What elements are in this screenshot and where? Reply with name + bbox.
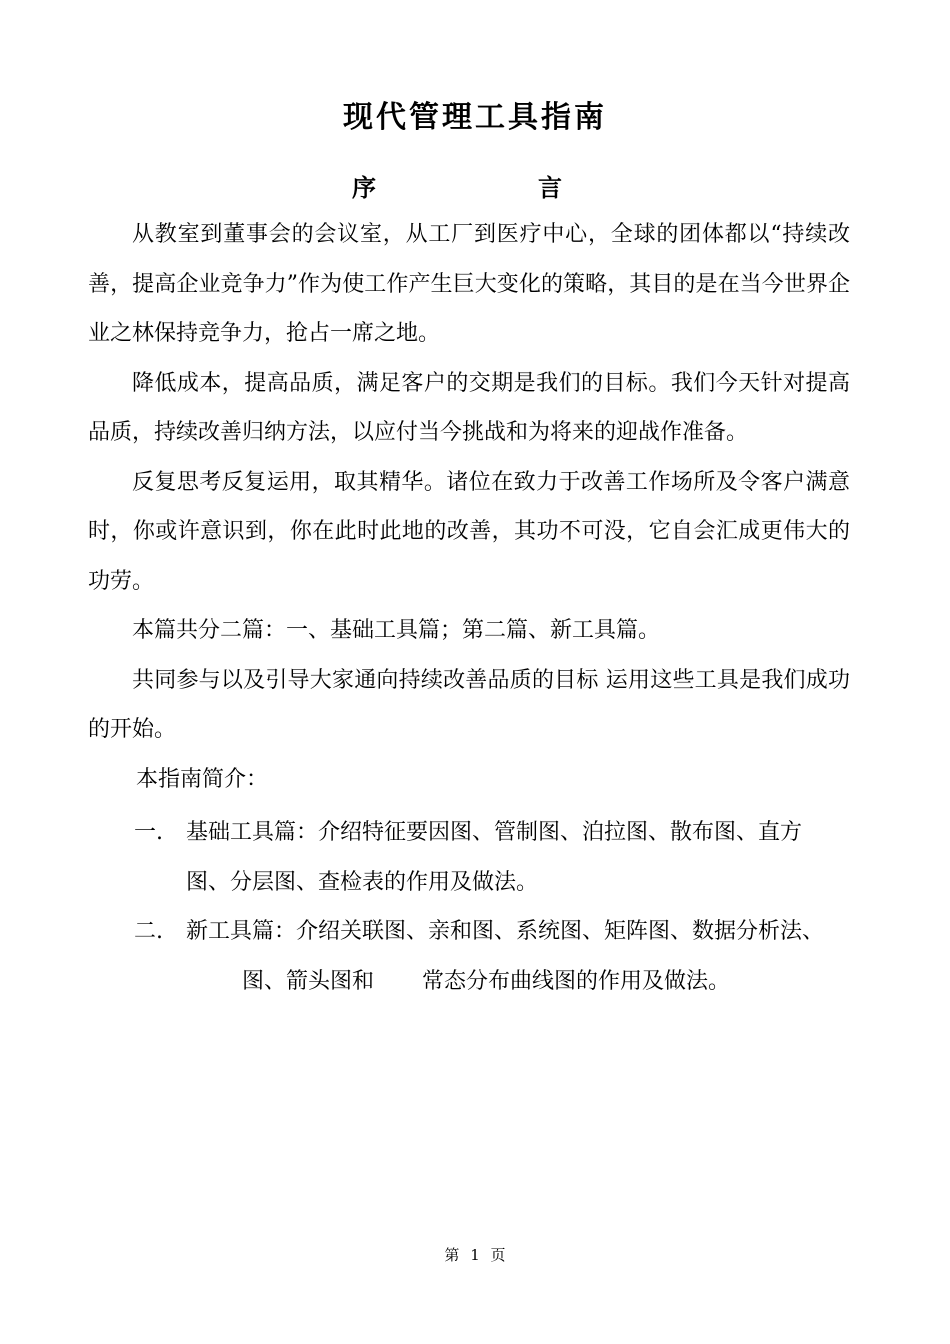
list-line bbox=[186, 957, 850, 1007]
preface-char-right: 言 bbox=[538, 174, 562, 202]
document-title: 现代管理工具指南 bbox=[343, 100, 607, 135]
list-line: 图、分层图、查检表的作用及做法。 bbox=[186, 869, 539, 895]
list-line-part: 常态分布曲线图的作用及做法。 bbox=[422, 968, 731, 994]
list-number: 一. bbox=[134, 820, 163, 845]
list-line: 基础工具篇：介绍特征要因图、管制图、泊拉图、散布图、直方 bbox=[186, 820, 803, 845]
preface-heading bbox=[352, 168, 562, 203]
list-item-new-tools bbox=[134, 907, 850, 1006]
list-item-basic-tools bbox=[134, 808, 850, 907]
list-text bbox=[186, 907, 850, 1006]
page-footer bbox=[0, 1244, 950, 1265]
paragraph-3: 反复思考反复运用，取其精华。诸位在致力于改善工作场所及令客户满意时，你或许意识到，你在此时此地的改善，其功不可没，它自会汇成更伟大的功劳。 bbox=[88, 469, 850, 594]
intro-list bbox=[134, 808, 850, 1006]
paragraph-1: 从教室到董事会的会议室，从工厂到医疗中心，全球的团体都以“持续改善，提高企业竞争力”作为使工作产生巨大变化的策略，其目的是在当今世界企业之林保持竞争力，抢占一席之地。 bbox=[88, 222, 850, 346]
paragraph-5: 共同参与以及引导大家通向持续改善品质的目标 运用这些工具是我们成功的开始。 bbox=[88, 667, 850, 742]
preface-body bbox=[88, 210, 850, 804]
preface-char-left: 序 bbox=[352, 174, 376, 202]
footer-prefix: 第 bbox=[444, 1246, 460, 1264]
list-line-part: 图、箭头图和 bbox=[242, 968, 375, 994]
paragraph-2: 降低成本，提高品质，满足客户的交期是我们的目标。我们今天针对提高品质，持续改善归纳方法，以应付当今挑战和为将来的迎战作准备。 bbox=[88, 370, 850, 445]
page-number: 1 bbox=[470, 1246, 480, 1264]
intro-heading: 本指南简介： bbox=[136, 766, 269, 792]
list-text bbox=[186, 808, 850, 907]
footer-suffix: 页 bbox=[490, 1246, 506, 1264]
list-line: 新工具篇：介绍关联图、亲和图、系统图、矩阵图、数据分析法、 bbox=[186, 919, 825, 944]
list-number: 二. bbox=[134, 919, 163, 944]
paragraph-4: 本篇共分二篇：一、基础工具篇；第二篇、新工具篇。 bbox=[132, 618, 661, 643]
